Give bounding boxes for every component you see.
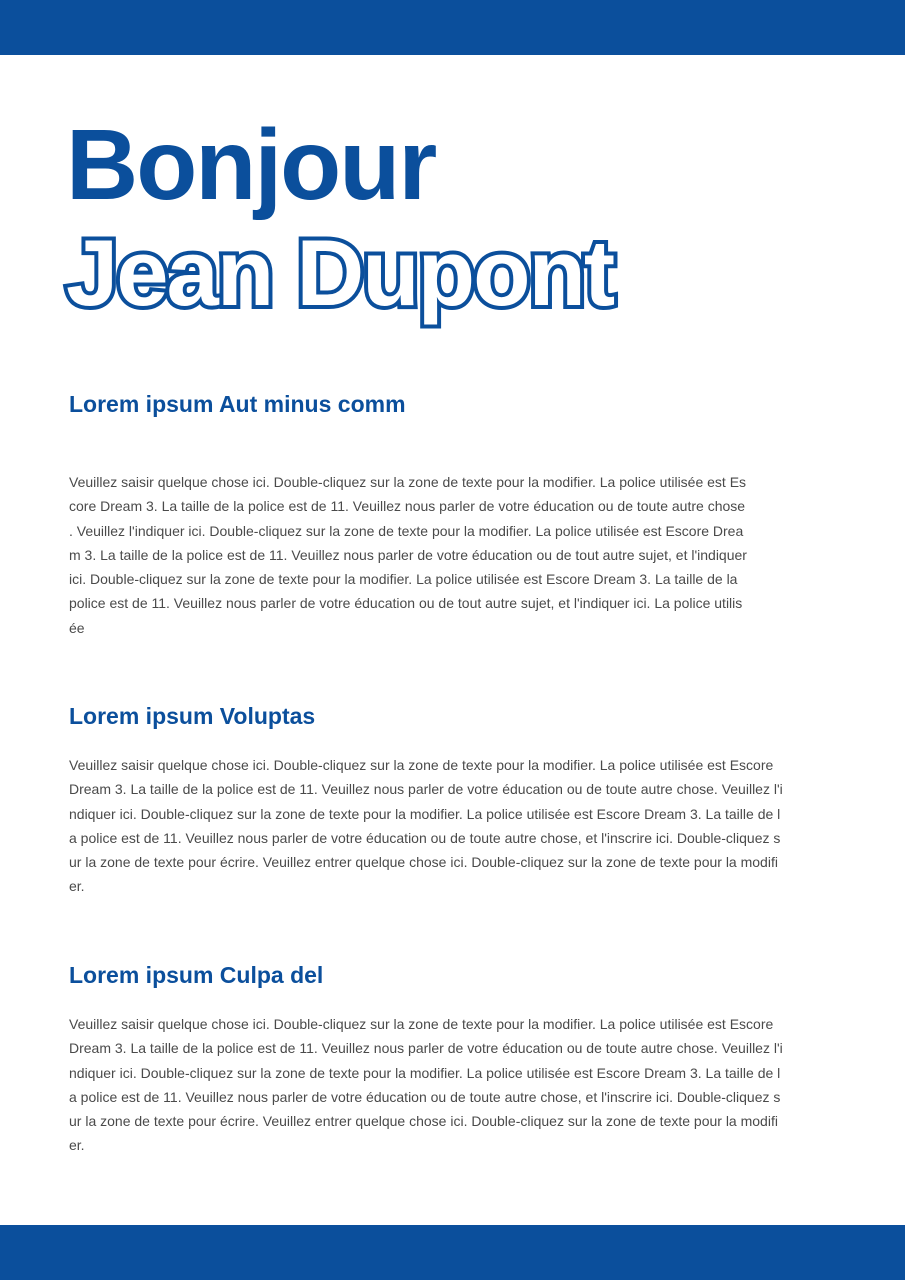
paragraph-line: ée <box>69 619 85 636</box>
paragraph-line: Veuillez saisir quelque chose ici. Double-cliquez sur la zone de texte pour la modifier. La police utilisée est Escore <box>69 1016 774 1032</box>
top-banner <box>0 0 905 55</box>
section-2 <box>69 701 839 899</box>
paragraph-line: Veuillez saisir quelque chose ici. Double-cliquez sur la zone de texte pour la modifier. La police utilisée est Escore <box>69 757 774 773</box>
name-heading: Jean Dupont <box>66 220 614 325</box>
section-title: Lorem ipsum Culpa del <box>69 962 324 988</box>
section-paragraph <box>69 753 839 899</box>
paragraph-line: Dream 3. La taille de la police est de 11. Veuillez nous parler de votre éducation ou de toute autre chose. Veuillez l'i <box>69 1040 783 1057</box>
paragraph-line: ur la zone de texte pour écrire. Veuillez entrer quelque chose ici. Double-cliquez sur la zone de texte pour la modifi <box>69 1113 778 1130</box>
section-paragraph <box>69 470 839 640</box>
paragraph-line: a police est de 11. Veuillez nous parler de votre éducation ou de toute autre chose, et l'inscrire ici. Double-cliquez s <box>69 829 781 846</box>
section-title: Lorem ipsum Aut minus comm <box>69 391 406 417</box>
greeting-heading: Bonjour <box>66 109 436 221</box>
paragraph-line: . Veuillez l'indiquer ici. Double-cliquez sur la zone de texte pour la modifier. La police utilisée est Escore Drea <box>69 522 744 539</box>
bottom-banner <box>0 1225 905 1280</box>
paragraph-line: ndiquer ici. Double-cliquez sur la zone de texte pour la modifier. La police utilisée est Escore Dream 3. La taille de l <box>69 1064 781 1081</box>
paragraph-line: core Dream 3. La taille de la police est de 11. Veuillez nous parler de votre éducation ou de toute autre chose <box>69 498 746 515</box>
paragraph-line: m 3. La taille de la police est de 11. Veuillez nous parler de votre éducation ou de tout autre sujet, et l'indiquer <box>69 546 747 563</box>
paragraph-line: Veuillez saisir quelque chose ici. Double-cliquez sur la zone de texte pour la modifier. La police utilisée est Es <box>69 474 747 490</box>
paragraph-line: ndiquer ici. Double-cliquez sur la zone de texte pour la modifier. La police utilisée est Escore Dream 3. La taille de l <box>69 805 781 822</box>
paragraph-line: er. <box>69 878 85 895</box>
paragraph-line: ur la zone de texte pour écrire. Veuillez entrer quelque chose ici. Double-cliquez sur la zone de texte pour la modifi <box>69 854 778 871</box>
paragraph-line: er. <box>69 1137 85 1154</box>
section-1 <box>69 389 839 640</box>
section-paragraph <box>69 1012 839 1158</box>
paragraph-line: police est de 11. Veuillez nous parler de votre éducation ou de tout autre sujet, et l'indiquer ici. La police utilis <box>69 595 743 612</box>
paragraph-line: ici. Double-cliquez sur la zone de texte pour la modifier. La police utilisée est Escore Dream 3. La taille de la <box>69 571 738 588</box>
section-3 <box>69 960 839 1158</box>
section-title: Lorem ipsum Voluptas <box>69 703 316 729</box>
paragraph-line: a police est de 11. Veuillez nous parler de votre éducation ou de toute autre chose, et l'inscrire ici. Double-cliquez s <box>69 1088 781 1105</box>
paragraph-line: Dream 3. La taille de la police est de 11. Veuillez nous parler de votre éducation ou de toute autre chose. Veuillez l'i <box>69 781 783 798</box>
